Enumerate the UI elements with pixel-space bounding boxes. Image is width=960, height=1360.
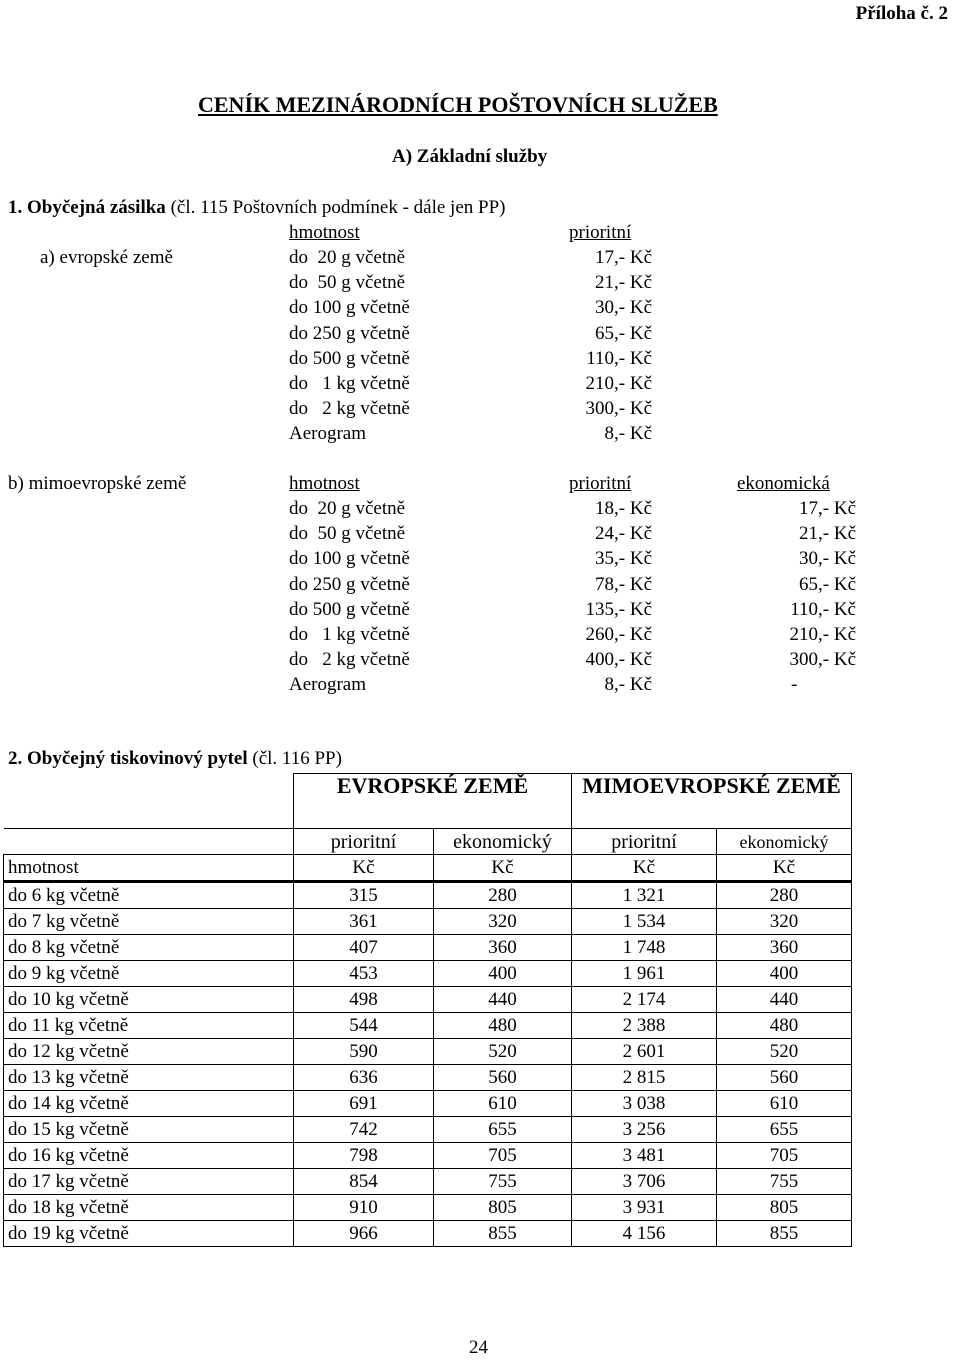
section1a-label: a) evropské země bbox=[40, 247, 173, 268]
annex-label: Příloha č. 2 bbox=[855, 3, 948, 24]
row-price-cell: 590 bbox=[294, 1039, 434, 1065]
row-price-cell: 3 706 bbox=[572, 1169, 717, 1195]
section1b-weight: do 500 g včetně bbox=[289, 598, 410, 620]
table-row bbox=[4, 1195, 852, 1221]
section1b-priority-price: 78,- Kč bbox=[595, 573, 652, 595]
row-price-cell: 691 bbox=[294, 1091, 434, 1117]
section1b-priority-price: 400,- Kč bbox=[585, 649, 652, 671]
row-weight-cell: do 12 kg včetně bbox=[4, 1039, 294, 1065]
row-price-cell: 1 748 bbox=[572, 935, 717, 961]
section1a-priority-price: 300,- Kč bbox=[585, 398, 652, 420]
section1b-economy-price: 110,- Kč bbox=[790, 598, 856, 620]
row-price-cell: 560 bbox=[434, 1065, 572, 1091]
row-price-cell: 520 bbox=[717, 1039, 852, 1065]
row-price-cell: 400 bbox=[717, 961, 852, 987]
row-price-cell: 2 815 bbox=[572, 1065, 717, 1091]
section1b-economy-price: 210,- Kč bbox=[789, 624, 856, 645]
section1-heading-bold: 1. Obyčejná zásilka bbox=[8, 197, 166, 218]
row-price-cell: 1 534 bbox=[572, 909, 717, 935]
row-price-cell: 280 bbox=[717, 882, 852, 909]
row-price-cell: 636 bbox=[294, 1065, 434, 1091]
section1b-economy-price: 300,- Kč bbox=[789, 649, 856, 671]
section1a-weight: do 250 g včetně bbox=[289, 322, 410, 344]
table-row bbox=[4, 1013, 852, 1039]
section1b-col-weight: hmotnost bbox=[289, 473, 360, 494]
section1b-weight: do 1 kg včetně bbox=[289, 624, 410, 645]
row-price-cell: 4 156 bbox=[572, 1221, 717, 1247]
section1b-economy-price: 21,- Kč bbox=[799, 523, 856, 545]
table-row bbox=[4, 1143, 852, 1169]
section1-heading bbox=[8, 196, 505, 220]
row-price-cell: 360 bbox=[717, 935, 852, 961]
row-price-cell: 480 bbox=[717, 1013, 852, 1039]
row-weight-cell: do 18 kg včetně bbox=[4, 1195, 294, 1221]
section1b-priority-price: 18,- Kč bbox=[595, 498, 652, 519]
section1b-priority-price: 260,- Kč bbox=[585, 624, 652, 645]
row-weight-cell: do 8 kg včetně bbox=[4, 935, 294, 961]
section1a-weight: Aerogram bbox=[289, 423, 367, 445]
row-price-cell: 3 038 bbox=[572, 1091, 717, 1117]
section1b-priority-price: 135,- Kč bbox=[585, 598, 652, 620]
group-non-europe-header: MIMOEVROPSKÉ ZEMĚ bbox=[572, 774, 852, 829]
row-price-cell: 440 bbox=[434, 987, 572, 1013]
row-weight-cell: do 14 kg včetně bbox=[4, 1091, 294, 1117]
row-price-cell: 361 bbox=[294, 909, 434, 935]
row-price-cell: 798 bbox=[294, 1143, 434, 1169]
row-price-cell: 755 bbox=[434, 1169, 572, 1195]
group-europe-header: EVROPSKÉ ZEMĚ bbox=[294, 774, 572, 829]
section1a-weight: do 100 g včetně bbox=[289, 297, 410, 319]
row-price-cell: 610 bbox=[434, 1091, 572, 1117]
section1b-weight: do 20 g včetně bbox=[289, 498, 406, 519]
row-price-cell: 805 bbox=[434, 1195, 572, 1221]
row-price-cell: 966 bbox=[294, 1221, 434, 1247]
row-weight-cell: do 11 kg včetně bbox=[4, 1013, 294, 1039]
section1b-economy-price: 65,- Kč bbox=[799, 573, 856, 595]
row-price-cell: 498 bbox=[294, 987, 434, 1013]
row-price-cell: 360 bbox=[434, 935, 572, 961]
subheader-europe-economy: ekonomický bbox=[434, 829, 572, 855]
subheader-non-europe-economy: ekonomický bbox=[717, 829, 852, 855]
row-price-cell: 705 bbox=[434, 1143, 572, 1169]
row-price-cell: 1 961 bbox=[572, 961, 717, 987]
row-price-cell: 805 bbox=[717, 1195, 852, 1221]
section1b-economy-price: - bbox=[791, 674, 798, 696]
section1a-col-weight: hmotnost bbox=[289, 222, 360, 243]
row-price-cell: 742 bbox=[294, 1117, 434, 1143]
row-weight-cell: do 16 kg včetně bbox=[4, 1143, 294, 1169]
section1b-col-economy: ekonomická bbox=[737, 473, 830, 494]
table-row bbox=[4, 1221, 852, 1247]
row-price-cell: 655 bbox=[434, 1117, 572, 1143]
section1a-priority-price: 17,- Kč bbox=[595, 247, 652, 268]
section1b-priority-price: 24,- Kč bbox=[595, 523, 652, 545]
table-row bbox=[4, 909, 852, 935]
unit-cell: Kč bbox=[717, 855, 852, 882]
row-price-cell: 705 bbox=[717, 1143, 852, 1169]
section1a-weight: do 500 g včetně bbox=[289, 347, 410, 369]
table-row bbox=[4, 987, 852, 1013]
row-price-cell: 320 bbox=[717, 909, 852, 935]
section1a-col-priority: prioritní bbox=[569, 222, 632, 243]
row-price-cell: 855 bbox=[434, 1221, 572, 1247]
row-price-cell: 400 bbox=[434, 961, 572, 987]
table-row bbox=[4, 1169, 852, 1195]
table-group-header-row bbox=[4, 774, 852, 829]
table-subheader-row bbox=[4, 829, 852, 855]
row-price-cell: 320 bbox=[434, 909, 572, 935]
row-price-cell: 453 bbox=[294, 961, 434, 987]
unit-row-label: hmotnost bbox=[4, 855, 294, 882]
section1b-col-priority: prioritní bbox=[569, 473, 632, 494]
table-row bbox=[4, 882, 852, 909]
row-price-cell: 480 bbox=[434, 1013, 572, 1039]
section1b-weight: do 250 g včetně bbox=[289, 573, 410, 595]
page-title: CENÍK MEZINÁRODNÍCH POŠTOVNÍCH SLUŽEB bbox=[198, 92, 718, 117]
table-row bbox=[4, 961, 852, 987]
table-subheader-empty bbox=[4, 829, 294, 855]
unit-cell: Kč bbox=[294, 855, 434, 882]
table-row bbox=[4, 1091, 852, 1117]
section1a-priority-price: 30,- Kč bbox=[595, 297, 652, 319]
page-number: 24 bbox=[469, 1337, 488, 1358]
table-unit-row bbox=[4, 855, 852, 882]
section1b-weight: do 100 g včetně bbox=[289, 548, 410, 570]
subheader-non-europe-priority: prioritní bbox=[572, 829, 717, 855]
section1a-priority-price: 21,- Kč bbox=[595, 272, 652, 294]
section1b-economy-price: 17,- Kč bbox=[799, 498, 856, 519]
row-weight-cell: do 10 kg včetně bbox=[4, 987, 294, 1013]
row-weight-cell: do 19 kg včetně bbox=[4, 1221, 294, 1247]
table-row bbox=[4, 935, 852, 961]
section2-heading-rest: (čl. 116 PP) bbox=[247, 748, 342, 769]
row-price-cell: 520 bbox=[434, 1039, 572, 1065]
row-price-cell: 560 bbox=[717, 1065, 852, 1091]
section1b-priority-price: 8,- Kč bbox=[604, 674, 652, 696]
table-corner bbox=[4, 774, 294, 829]
row-price-cell: 440 bbox=[717, 987, 852, 1013]
row-price-cell: 315 bbox=[294, 882, 434, 909]
row-price-cell: 855 bbox=[717, 1221, 852, 1247]
section1a-priority-price: 8,- Kč bbox=[604, 423, 652, 445]
section1b-priority-price: 35,- Kč bbox=[595, 548, 652, 570]
row-weight-cell: do 7 kg včetně bbox=[4, 909, 294, 935]
row-price-cell: 610 bbox=[717, 1091, 852, 1117]
row-price-cell: 407 bbox=[294, 935, 434, 961]
row-price-cell: 2 174 bbox=[572, 987, 717, 1013]
row-weight-cell: do 9 kg včetně bbox=[4, 961, 294, 987]
section1-heading-rest: (čl. 115 Poštovních podmínek - dále jen PP) bbox=[165, 197, 506, 218]
row-weight-cell: do 6 kg včetně bbox=[4, 882, 294, 909]
section1a-weight: do 20 g včetně bbox=[289, 247, 406, 268]
row-price-cell: 280 bbox=[434, 882, 572, 909]
row-price-cell: 755 bbox=[717, 1169, 852, 1195]
row-price-cell: 655 bbox=[717, 1117, 852, 1143]
row-price-cell: 544 bbox=[294, 1013, 434, 1039]
section1a-priority-price: 65,- Kč bbox=[595, 322, 652, 344]
page-subtitle: A) Základní služby bbox=[392, 146, 548, 167]
row-price-cell: 3 481 bbox=[572, 1143, 717, 1169]
row-price-cell: 2 388 bbox=[572, 1013, 717, 1039]
section1a-priority-price: 210,- Kč bbox=[585, 373, 652, 394]
section1a-priority-price: 110,- Kč bbox=[586, 347, 652, 369]
row-price-cell: 2 601 bbox=[572, 1039, 717, 1065]
table-row bbox=[4, 1039, 852, 1065]
section1b-weight: Aerogram bbox=[289, 674, 367, 696]
section1b-weight: do 2 kg včetně bbox=[289, 649, 410, 671]
table-row bbox=[4, 1117, 852, 1143]
section1b-economy-price: 30,- Kč bbox=[799, 548, 856, 570]
section2-heading-bold: 2. Obyčejný tiskovinový pytel bbox=[8, 748, 248, 769]
section2-heading bbox=[8, 747, 342, 771]
row-price-cell: 854 bbox=[294, 1169, 434, 1195]
row-weight-cell: do 13 kg včetně bbox=[4, 1065, 294, 1091]
unit-cell: Kč bbox=[572, 855, 717, 882]
row-weight-cell: do 17 kg včetně bbox=[4, 1169, 294, 1195]
section1a-weight: do 50 g včetně bbox=[289, 272, 406, 294]
section2-table bbox=[3, 773, 852, 1247]
section1a-weight: do 2 kg včetně bbox=[289, 398, 410, 420]
row-price-cell: 1 321 bbox=[572, 882, 717, 909]
section1a-weight: do 1 kg včetně bbox=[289, 373, 410, 394]
section1b-label: b) mimoevropské země bbox=[8, 473, 187, 494]
row-price-cell: 910 bbox=[294, 1195, 434, 1221]
subheader-europe-priority: prioritní bbox=[294, 829, 434, 855]
row-weight-cell: do 15 kg včetně bbox=[4, 1117, 294, 1143]
row-price-cell: 3 931 bbox=[572, 1195, 717, 1221]
table-row bbox=[4, 1065, 852, 1091]
section1b-weight: do 50 g včetně bbox=[289, 523, 406, 545]
unit-cell: Kč bbox=[434, 855, 572, 882]
row-price-cell: 3 256 bbox=[572, 1117, 717, 1143]
